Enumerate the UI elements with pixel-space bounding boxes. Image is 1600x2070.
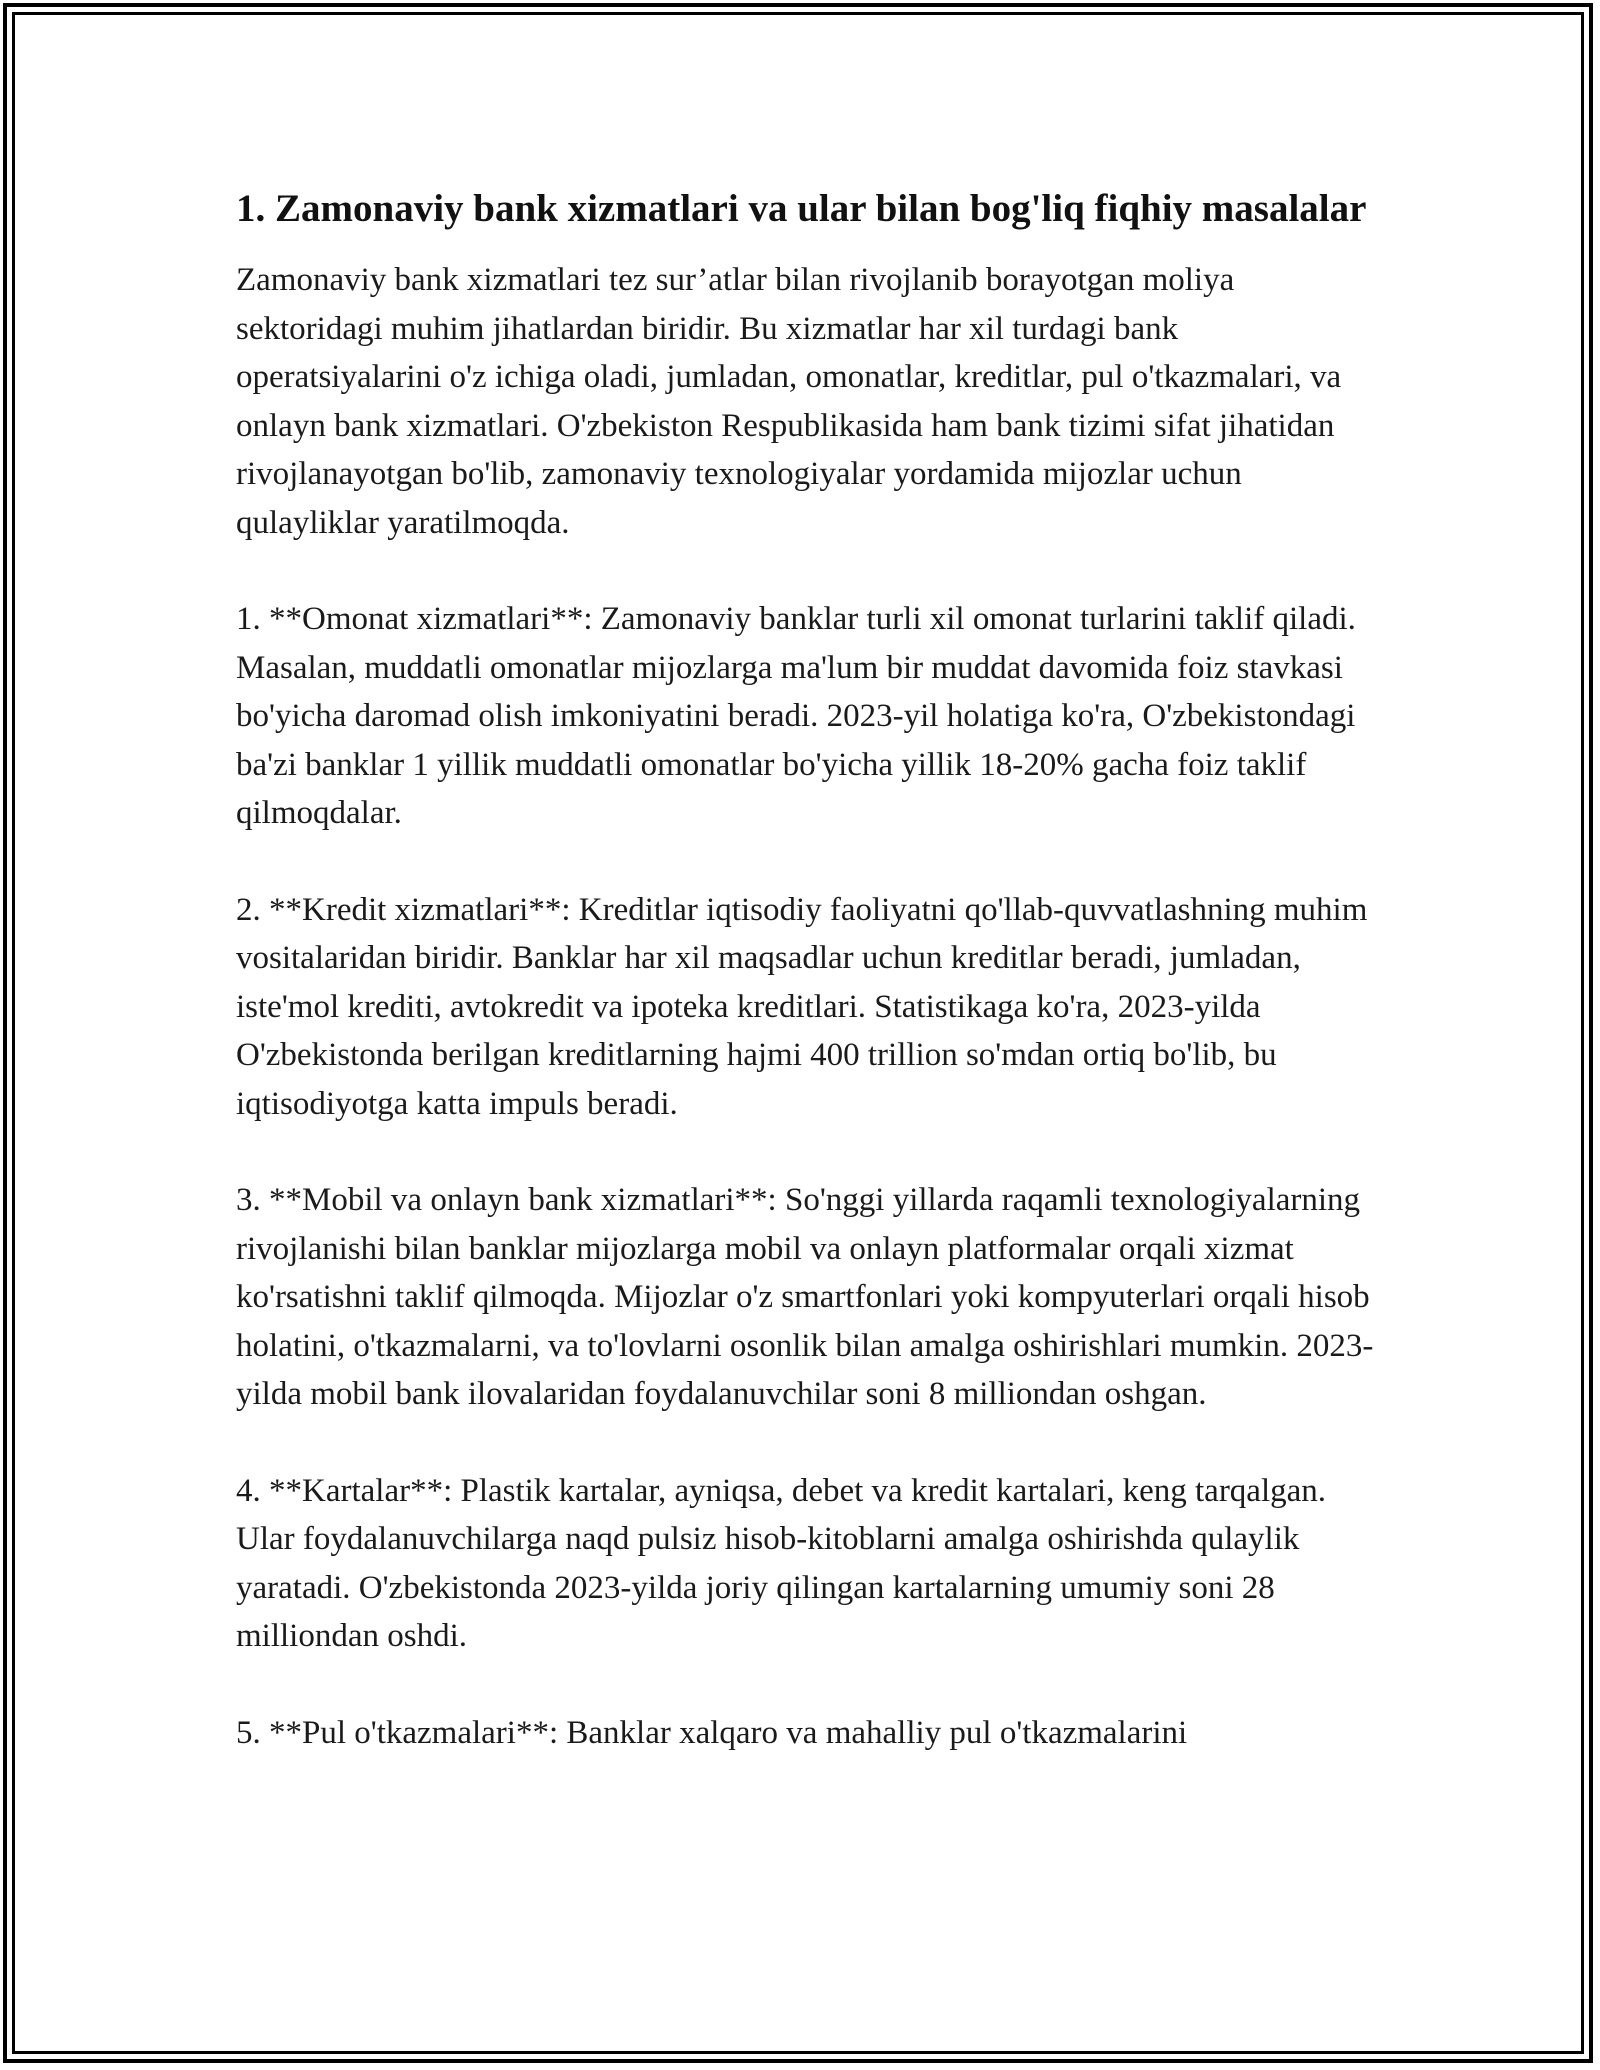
document-body — [236, 182, 1376, 1805]
paragraph-money-transfers: 5. **Pul o'tkazmalari**: Banklar xalqaro va mahalliy pul o'tkazmalarini — [236, 1714, 1188, 1751]
paragraph-mobile-online-services: 3. **Mobil va onlayn bank xizmatlari**: So'nggi yillarda raqamli texnologiyalarning rivojlanishi bilan banklar mijozlarga mobil va onlayn platformalar orqali xizmat ko'rsatishni taklif qilmoqda. Mijozlar o'z smartfonlari yoki kompyuterlari orqali hisob holatini, o'tkazmalarni, va to'lovlarni osonlik bilan amalga oshirishlari mumkin. 2023-yilda mobil bank ilovalaridan foydalanuvchilar soni 8 milliondan oshgan. — [236, 1182, 1374, 1412]
paragraph-cards: 4. **Kartalar**: Plastik kartalar, ayniqsa, debet va kredit kartalari, keng tarqalgan. Ular foydalanuvchilarga naqd pulsiz hisob-kitoblarni amalga oshirishda qulaylik yaratadi. O'zbekistonda 2023-yilda joriy qilingan kartalarning umumiy soni 28 milliondan oshdi. — [236, 1472, 1327, 1654]
intro-paragraph: Zamonaviy bank xizmatlari tez sur’atlar bilan rivojlanib borayotgan moliya sektoridagi muhim jihatlardan biridir. Bu xizmatlar har xil turdagi bank operatsiyalarini o'z ichiga oladi, jumladan, omonatlar, kreditlar, pul o'tkazmalari, va onlayn bank xizmatlari. O'zbekiston Respublikasida ham bank tizimi sifat jihatidan rivojlanayotgan bo'lib, zamonaviy texnologiyalar yordamida mijozlar uchun qulayliklar yaratilmoqda. — [236, 262, 1342, 541]
paragraph-deposit-services: 1. **Omonat xizmatlari**: Zamonaviy banklar turli xil omonat turlarini taklif qiladi. Masalan, muddatli omonatlar mijozlarga ma'lum bir muddat davomida foiz stavkasi bo'yicha daromad olish imkoniyatini beradi. 2023-yil holatiga ko'ra, O'zbekistondagi ba'zi banklar 1 yillik muddatli omonatlar bo'yicha yillik 18-20% gacha foiz taklif qilmoqdalar. — [236, 601, 1356, 831]
paragraph-credit-services: 2. **Kredit xizmatlari**: Kreditlar iqtisodiy faoliyatni qo'llab-quvvatlashning muhim vositalaridan biridir. Banklar har xil maqsadlar uchun kreditlar beradi, jumladan, iste'mol krediti, avtokredit va ipoteka kreditlari. Statistikaga ko'ra, 2023-yilda O'zbekistonda berilgan kreditlarning hajmi 400 trillion so'mdan ortiq bo'lib, bu iqtisodiyotga katta impuls beradi. — [236, 891, 1368, 1122]
section-title: 1. Zamonaviy bank xizmatlari va ular bilan bog'liq fiqhiy masalalar — [236, 187, 1367, 230]
